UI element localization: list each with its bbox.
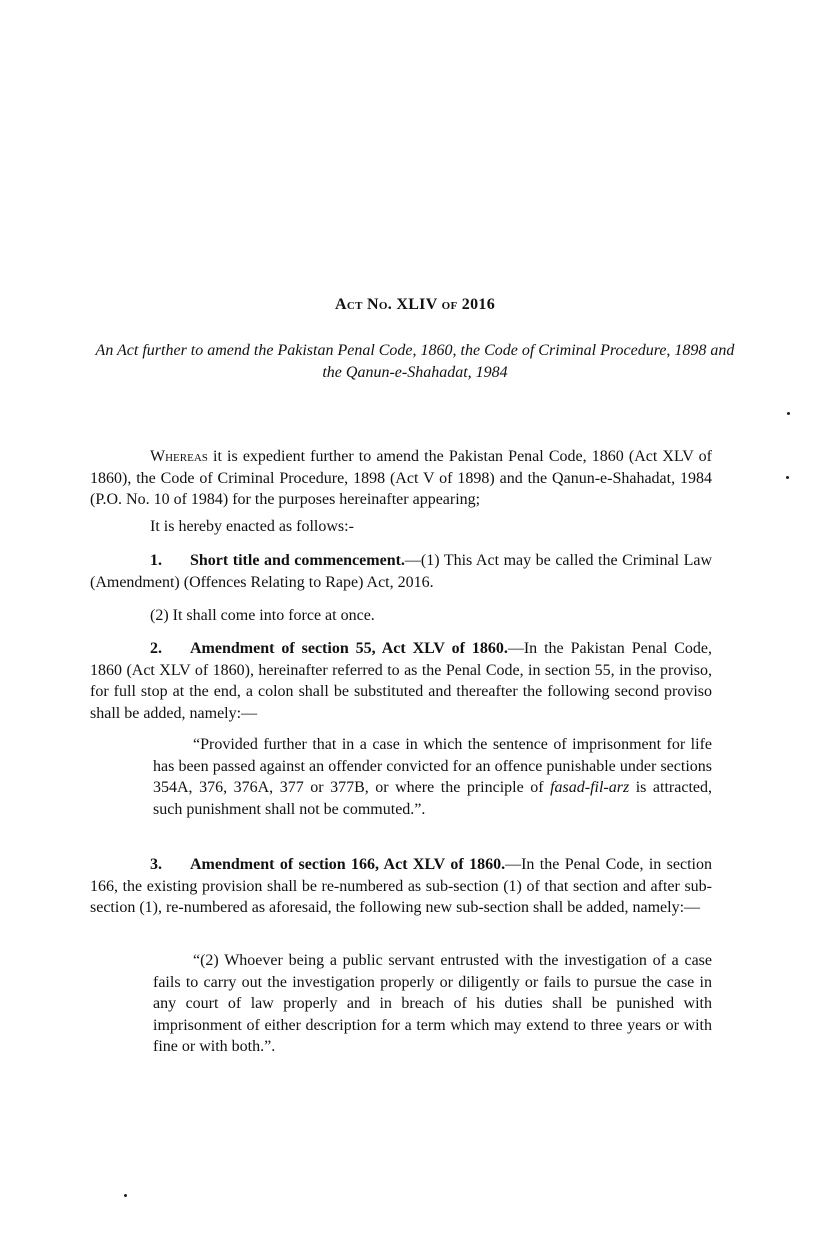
proviso-term: fasad-fil-arz	[550, 779, 630, 796]
scan-speck	[124, 1194, 127, 1197]
section-2	[90, 638, 712, 724]
act-subtitle: An Act further to amend the Pakistan Penal Code, 1860, the Code of Criminal Procedure, 1898 and the Qanun-e-Shahadat, 1984	[95, 342, 735, 381]
section-3-number: 3.	[150, 856, 162, 873]
act-title	[0, 296, 830, 314]
section-1	[90, 550, 712, 593]
second-proviso	[153, 734, 712, 820]
new-subsection-2: “(2) Whoever being a public servant entrusted with the investigation of a case fails to carry out the investigation properly or diligently or fails to pursue the case in any court of law properly and in breach of his duties shall be punished with imprisonment of either description for a term which may extend to three years or with fine or with both.”.	[153, 952, 712, 1055]
preamble	[90, 446, 712, 511]
preamble-text: it is expedient further to amend the Pakistan Penal Code, 1860 (Act XLV of 1860), the Code of Criminal Procedure, 1898 (Act V of 1898) and the Qanun-e-Shahadat, 1984 (P.O. No. 10 of 1984) for the purposes hereinafter appearing;	[90, 448, 712, 508]
act-title-number: XLIV	[396, 296, 438, 313]
act-title-prefix: Act No.	[335, 296, 393, 313]
enacting-clause: It is hereby enacted as follows:-	[150, 518, 354, 535]
preamble-whereas: Whereas	[150, 448, 208, 465]
section-2-number: 2.	[150, 640, 162, 657]
proviso-text-after: is attracted, such punishment shall not be commuted.”.	[153, 779, 713, 818]
section-1-number: 1.	[150, 552, 162, 569]
section-3	[90, 854, 712, 919]
section-1-subsection-2: (2) It shall come into force at once.	[150, 607, 375, 624]
section-2-text: —In the Pakistan Penal Code, 1860 (Act XLV of 1860), hereinafter referred to as the Penal Code, in section 55, in the proviso, for full stop at the end, a colon shall be substituted and thereafter the following second proviso shall be added, namely:—	[90, 640, 712, 722]
section-1-heading: Short title and commencement.	[190, 552, 405, 569]
section-1-text: —(1) This Act may be called the Criminal Law (Amendment) (Offences Relating to Rape) Act, 2016.	[90, 552, 712, 591]
scan-speck	[786, 476, 789, 479]
act-title-year: 2016	[461, 296, 495, 313]
act-title-of: of	[441, 296, 458, 313]
section-2-heading: Amendment of section 55, Act XLV of 1860.	[190, 640, 508, 657]
section-3-text: —In the Penal Code, in section 166, the existing provision shall be re-numbered as sub-section (1) of that section and after sub-section (1), re-numbered as aforesaid, the following new sub-section shall be added, namely:—	[90, 856, 712, 916]
proviso-text-before: “Provided further that in a case in which the sentence of imprisonment for life has been passed against an offender convicted for an offence punishable under sections 354A, 376, 376A, 377 or 377B, or where the principle of	[153, 736, 712, 796]
scan-speck	[787, 412, 790, 415]
section-3-heading: Amendment of section 166, Act XLV of 1860.	[190, 856, 506, 873]
